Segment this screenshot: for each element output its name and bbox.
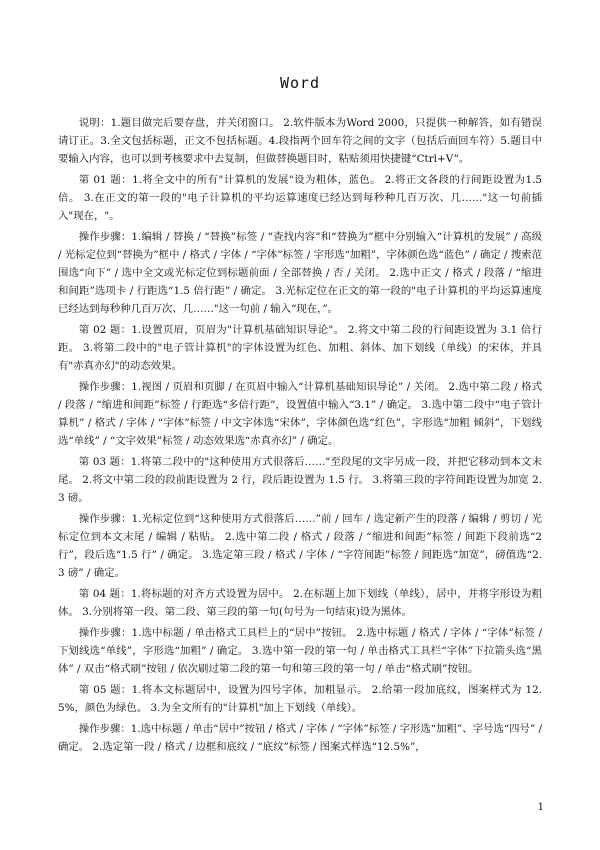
question-05: 第 05 题：1.将本文标题居中，设置为四号字体，加粗显示。 2.给第一段加底纹，图案样式为 12.5%，颜色为绿色。 3.为全文所有的"计算机"加上下划线（单线）。 xyxy=(58,684,542,714)
question-03: 第 03 题：1.将第二段中的"这种使用方式很落后……"至段尾的文字另成一段，并把它移动到本文末尾。 2.将文中第二段的段前距设置为 2 行，段后距设置为 1.5 行。 3.将第三段的字符间距设置为加宽 2.3 磅。 xyxy=(58,456,542,504)
steps-03: 操作步骤：1.光标定位到“这种使用方式很落后……”前 / 回车 / 选定新产生的段落 / 编辑 / 剪切 / 光标定位到本文末尾 / 编辑 / 粘贴。 2.选中第二段 / 格式 / 段落 / “缩进和间距”标签 / 间距下段前选“2 行”，段后选“1.5 行” / 确定。 3.选定第三段 / 格式 / 字体 / “字符间距”标签 / 间距选“加宽”，磅值选“2.3 磅” / 确定。 xyxy=(58,513,542,579)
steps-02: 操作步骤：1.视图 / 页眉和页脚 / 在页眉中输入“计算机基础知识导论” / 关闭。 2.选中第二段 / 格式 / 段落 / “缩进和间距”标签 / 行距选“多倍行距”，设置值中输入“3.1” / 确定。 3.选中第二段中“电子管计算机” / 格式 / 字体 / “字体”标签 / 中文字体选“宋体”，字体颜色选“红色”，字形选“加粗 倾斜”，下划线选“单线” / “文字效果”标签 / 动态效果选“赤真亦幻” / 确定。 xyxy=(58,381,542,447)
document-title: Word xyxy=(279,74,321,92)
page-number: 1 xyxy=(537,802,544,813)
question-02: 第 02 题：1.设置页眉，页眉为"计算机基础知识导论"。 2.将文中第二段的行间距设置为 3.1 倍行距。 3.将第二段中的"电子管计算机"的字体设置为红色、加粗、斜体、加下划线（单线）的宋体，并具有"赤真亦幻"的动态效果。 xyxy=(58,324,542,372)
steps-01: 操作步骤：1.编辑 / 替换 / “替换”标签 / “查找内容”和“替换为”框中分别输入“计算机的发展” / 高级 / 光标定位到“替换为”框中 / 格式 / 字体 / “字体”标签 / 字形选“加粗”，字体颜色选“蓝色” / 确定 / 搜索范围选“向下” / 选中全文或光标定位到标题前面 / 全部替换 / 否 / 关闭。 2.选中正文 / 格式 / 段落 / “缩进和间距”选项卡 / 行距选“1.5 倍行距” / 确定。 3.光标定位在正文的第一段的"电子计算机的平均运算速度已经达到每秒种几百万次、几……"这一句前 / 输入“现在，”。 xyxy=(58,231,542,315)
question-01: 第 01 题：1.将全文中的所有"计算机的发展"设为粗体，蓝色。 2.将正文各段的行间距设置为1.5 倍。 3.在正文的第一段的"电子计算机的平均运算速度已经达到每秒种几百万次、几……"这一句前插入"现在，"。 xyxy=(58,174,542,222)
steps-04: 操作步骤：1.选中标题 / 单击格式工具栏上的“居中”按钮。 2.选中标题 / 格式 / 字体 / “字体”标签 / 下划线选“单线”，字形选“加粗” / 确定。 3.选中第一段的第一句 / 单击格式工具栏“字体”下拉箭头选“黑体” / 双击“格式刷”按钮 / 依次刷过第二段的第一句和第三段的第一句 / 单击“格式刷”按钮。 xyxy=(58,627,542,675)
steps-05: 操作步骤：1.选中标题 / 单击“居中”按钮 / 格式 / 字体 / “字体”标签 / 字形选“加粗”、字号选“四号” / 确定。 2.选定第一段 / 格式 / 边框和底纹 / “底纹”标签 / 图案式样选“12.5%”， xyxy=(58,723,542,753)
instructions-paragraph: 说明：1.题目做完后要存盘，并关闭窗口。 2.软件版本为Word 2000，只提供一种解答，如有错误请订正。3.全文包括标题，正文不包括标题。4.段指两个回车符之间的文字（包括后面回车符）5.题目中要输入内容，也可以到考核要求中去复制，但做替换题目时，粘贴须用快捷键“Ctrl+V”。 xyxy=(58,117,542,165)
question-04: 第 04 题：1.将标题的对齐方式设置为居中。 2.在标题上加下划线（单线），居中，并将字形设为粗体。 3.分别将第一段、第二段、第三段的第一句(句号为一句结束)设为黑体。 xyxy=(58,588,542,618)
